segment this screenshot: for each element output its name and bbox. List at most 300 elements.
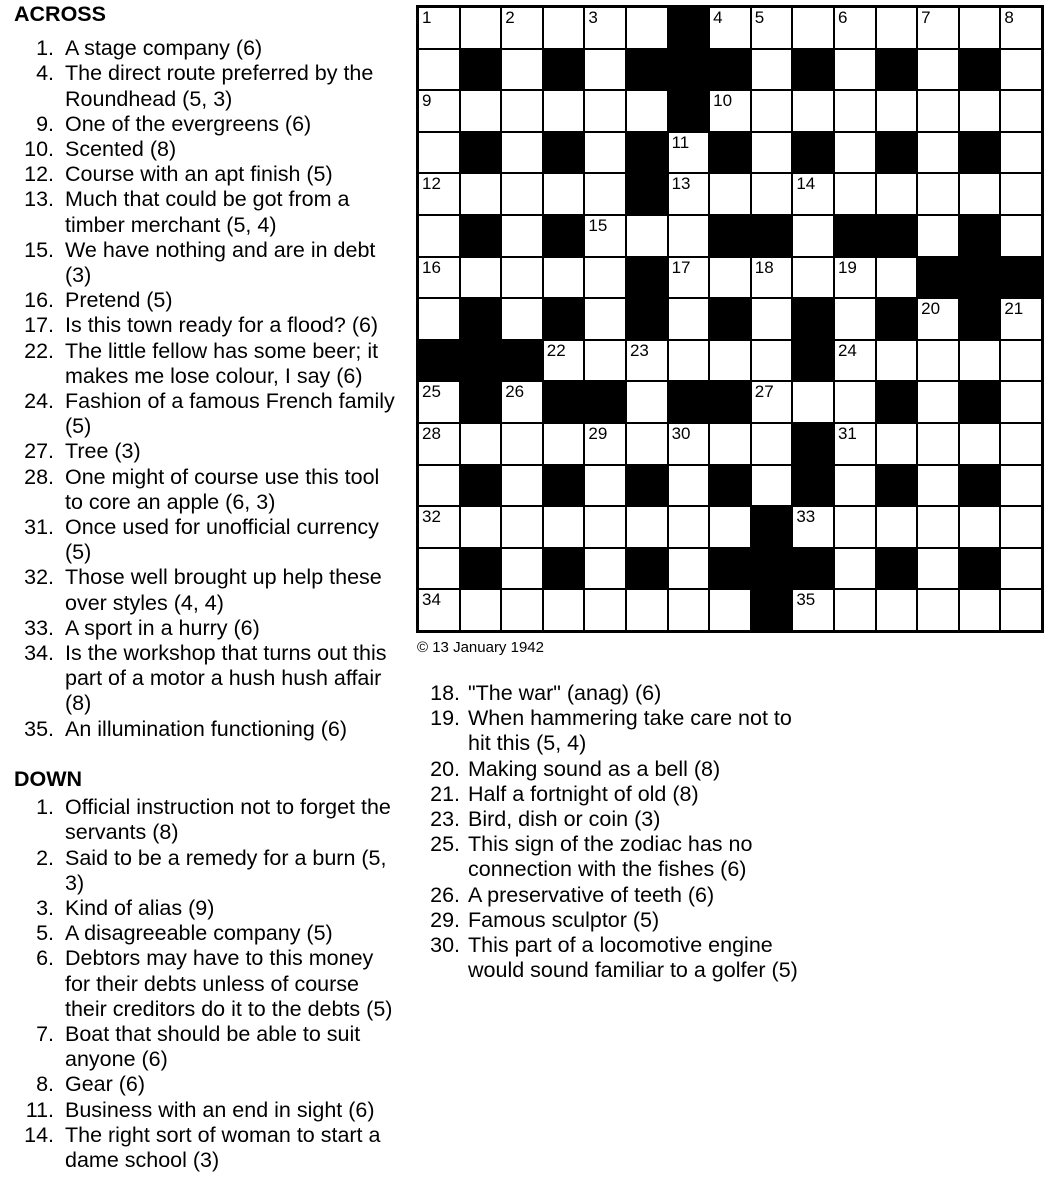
- right-clues-column: [420, 681, 812, 983]
- cell-number: 32: [422, 507, 441, 527]
- grid-cell[interactable]: [751, 298, 793, 340]
- grid-cell-black: [626, 173, 668, 215]
- copyright-note: © 13 January 1942: [417, 639, 544, 656]
- grid-cell[interactable]: [584, 90, 626, 132]
- grid-cell[interactable]: [751, 132, 793, 174]
- clue-text: Boat that should be able to suit anyone (6): [65, 1021, 361, 1072]
- grid-cell[interactable]: [876, 257, 918, 299]
- grid-cell[interactable]: [917, 215, 959, 257]
- grid-cell-black: [751, 589, 793, 631]
- grid-cell-black: [959, 548, 1001, 590]
- grid-cell[interactable]: [626, 90, 668, 132]
- grid-cell-black: [709, 465, 751, 507]
- clue-text: A stage company (6): [65, 36, 263, 61]
- grid-cell[interactable]: [1000, 465, 1042, 507]
- clue-text: One of the evergreens (6): [65, 111, 312, 136]
- grid-cell[interactable]: [584, 548, 626, 590]
- clue-item: [14, 238, 401, 288]
- cell-number: 28: [422, 423, 441, 443]
- clue-text: The direct route preferred by the Roundhead (5, 3): [65, 61, 374, 111]
- grid-cell[interactable]: [543, 90, 585, 132]
- grid-cell-black: [626, 49, 668, 91]
- grid-cell[interactable]: [834, 257, 876, 299]
- grid-cell[interactable]: [626, 7, 668, 49]
- clue-item: [14, 1098, 401, 1123]
- grid-cell[interactable]: [709, 7, 751, 49]
- grid-cell[interactable]: [501, 132, 543, 174]
- grid-cell[interactable]: [917, 548, 959, 590]
- cell-number: 15: [588, 215, 608, 235]
- grid-cell-black: [501, 340, 543, 382]
- grid-cell-black: [543, 381, 585, 423]
- grid-cell[interactable]: [418, 132, 460, 174]
- grid-cell[interactable]: [1000, 423, 1042, 465]
- cell-number: 5: [754, 8, 765, 27]
- clue-number: 30.: [430, 933, 460, 958]
- clue-item: [14, 616, 401, 641]
- grid-cell[interactable]: [792, 257, 834, 299]
- clue-number: 2.: [36, 845, 54, 870]
- cell-number: 11: [671, 132, 690, 152]
- grid-cell[interactable]: [584, 7, 626, 49]
- clue-item: [14, 896, 401, 921]
- grid-cell[interactable]: [792, 7, 834, 49]
- grid-cell[interactable]: [668, 132, 710, 174]
- clue-number: 19.: [430, 706, 460, 731]
- clue-item: [420, 782, 812, 807]
- grid-cell[interactable]: [584, 506, 626, 548]
- clue-text: When hammering take care not to hit this (5, 4): [468, 706, 792, 756]
- grid-cell[interactable]: [501, 589, 543, 631]
- grid-cell[interactable]: [460, 423, 502, 465]
- grid-cell[interactable]: [501, 49, 543, 91]
- grid-cell[interactable]: [876, 340, 918, 382]
- grid-cell[interactable]: [834, 423, 876, 465]
- grid-cell[interactable]: [501, 90, 543, 132]
- grid-cell[interactable]: [418, 7, 460, 49]
- grid-cell[interactable]: [668, 506, 710, 548]
- grid-cell-black: [876, 49, 918, 91]
- grid-cell-black: [543, 465, 585, 507]
- clue-number: 10.: [24, 137, 54, 162]
- grid-cell[interactable]: [418, 589, 460, 631]
- clue-item: [420, 807, 812, 832]
- grid-cell[interactable]: [584, 298, 626, 340]
- grid-cell[interactable]: [668, 423, 710, 465]
- grid-cell[interactable]: [876, 173, 918, 215]
- grid-cell[interactable]: [1000, 506, 1042, 548]
- grid-cell[interactable]: [501, 465, 543, 507]
- grid-cell-black: [751, 548, 793, 590]
- clue-item: [14, 1072, 401, 1097]
- grid-cell[interactable]: [834, 173, 876, 215]
- clue-number: 15.: [24, 237, 54, 262]
- clue-text: Scented (8): [65, 137, 177, 162]
- clue-number: 20.: [430, 756, 460, 781]
- grid-cell-black: [543, 132, 585, 174]
- grid-cell[interactable]: [792, 90, 834, 132]
- grid-cell-black: [709, 548, 751, 590]
- clue-item: [14, 162, 401, 187]
- clue-number: 14.: [24, 1122, 54, 1147]
- clue-number: 17.: [24, 313, 54, 338]
- grid-cell[interactable]: [501, 423, 543, 465]
- clue-text: Gear (6): [65, 1072, 146, 1097]
- grid-cell[interactable]: [959, 7, 1001, 49]
- grid-cell[interactable]: [792, 506, 834, 548]
- clue-item: [14, 641, 401, 717]
- grid-cell[interactable]: [668, 257, 710, 299]
- grid-cell[interactable]: [460, 257, 502, 299]
- grid-cell[interactable]: [917, 90, 959, 132]
- cell-number: 14: [796, 174, 816, 194]
- grid-cell[interactable]: [501, 381, 543, 423]
- grid-cell[interactable]: [543, 423, 585, 465]
- grid-cell[interactable]: [626, 423, 668, 465]
- grid-cell[interactable]: [1000, 49, 1042, 91]
- clue-item: [14, 112, 401, 137]
- grid-cell[interactable]: [876, 506, 918, 548]
- grid-cell[interactable]: [418, 49, 460, 91]
- clue-item: [420, 832, 812, 882]
- cell-number: 4: [713, 8, 723, 27]
- cell-number: 17: [671, 257, 691, 277]
- down-clue-list-right: [420, 681, 812, 983]
- grid-cell[interactable]: [418, 423, 460, 465]
- grid-cell[interactable]: [1000, 132, 1042, 174]
- grid-cell[interactable]: [834, 506, 876, 548]
- grid-cell-black: [959, 49, 1001, 91]
- grid-cell[interactable]: [834, 548, 876, 590]
- grid-cell[interactable]: [584, 340, 626, 382]
- grid-cell[interactable]: [917, 340, 959, 382]
- cell-number: 3: [588, 8, 598, 27]
- cell-number: 22: [546, 340, 566, 360]
- grid-cell[interactable]: [709, 423, 751, 465]
- grid-cell[interactable]: [418, 381, 460, 423]
- clue-text: "The war" (anag) (6): [468, 681, 662, 705]
- grid-cell[interactable]: [709, 173, 751, 215]
- grid-cell[interactable]: [834, 7, 876, 49]
- grid-cell-black: [792, 132, 834, 174]
- grid-cell[interactable]: [584, 423, 626, 465]
- grid-cell[interactable]: [834, 381, 876, 423]
- grid-cell[interactable]: [751, 423, 793, 465]
- grid-cell-black: [668, 49, 710, 91]
- grid-cell[interactable]: [959, 90, 1001, 132]
- clue-text: Course with an apt finish (5): [65, 162, 333, 187]
- grid-cell[interactable]: [876, 589, 918, 631]
- grid-cell[interactable]: [959, 589, 1001, 631]
- grid-cell[interactable]: [460, 7, 502, 49]
- grid-cell[interactable]: [501, 548, 543, 590]
- clue-item: [14, 36, 401, 61]
- clue-item: [14, 1123, 401, 1173]
- grid-cell[interactable]: [1000, 589, 1042, 631]
- grid-cell[interactable]: [709, 90, 751, 132]
- grid-cell[interactable]: [876, 423, 918, 465]
- grid-cell[interactable]: [501, 506, 543, 548]
- clue-item: [14, 795, 401, 845]
- grid-cell[interactable]: [917, 298, 959, 340]
- grid-cell[interactable]: [626, 381, 668, 423]
- grid-cell[interactable]: [751, 340, 793, 382]
- grid-cell[interactable]: [543, 589, 585, 631]
- grid-cell[interactable]: [751, 465, 793, 507]
- grid-cell[interactable]: [917, 7, 959, 49]
- clue-item: [420, 757, 812, 782]
- clue-item: [14, 439, 401, 464]
- clue-item: [420, 706, 812, 756]
- grid-cell[interactable]: [626, 589, 668, 631]
- grid-cell[interactable]: [584, 589, 626, 631]
- clue-number: 32.: [24, 565, 54, 590]
- grid-cell[interactable]: [668, 215, 710, 257]
- grid-cell-black: [876, 298, 918, 340]
- grid-cell-black: [959, 257, 1001, 299]
- grid-cell[interactable]: [959, 173, 1001, 215]
- grid-cell[interactable]: [418, 215, 460, 257]
- grid-cell[interactable]: [418, 506, 460, 548]
- grid-cell-black: [460, 49, 502, 91]
- grid-cell-black: [460, 381, 502, 423]
- grid-cell-black: [709, 215, 751, 257]
- grid-cell[interactable]: [501, 7, 543, 49]
- clue-number: 35.: [24, 716, 54, 741]
- grid-cell[interactable]: [1000, 298, 1042, 340]
- clue-item: [14, 846, 401, 896]
- grid-cell[interactable]: [917, 506, 959, 548]
- grid-cell-black: [959, 381, 1001, 423]
- clue-number: 25.: [430, 832, 460, 857]
- grid-cell[interactable]: [668, 548, 710, 590]
- clue-text: One might of course use this tool to core an apple (6, 3): [65, 464, 380, 514]
- grid-cell[interactable]: [460, 90, 502, 132]
- clue-number: 12.: [24, 162, 54, 187]
- grid-cell[interactable]: [751, 257, 793, 299]
- grid-cell[interactable]: [751, 381, 793, 423]
- clue-text: A disagreeable company (5): [65, 921, 333, 946]
- clue-number: 13.: [24, 187, 54, 212]
- grid-cell[interactable]: [626, 506, 668, 548]
- clue-text: Famous sculptor (5): [468, 907, 660, 932]
- grid-cell[interactable]: [792, 589, 834, 631]
- grid-cell[interactable]: [876, 7, 918, 49]
- grid-cell[interactable]: [668, 173, 710, 215]
- grid-cell[interactable]: [668, 298, 710, 340]
- grid-cell-black: [876, 215, 918, 257]
- grid-cell[interactable]: [792, 173, 834, 215]
- grid-cell[interactable]: [834, 465, 876, 507]
- crossword-grid: [416, 5, 1044, 633]
- grid-cell[interactable]: [834, 132, 876, 174]
- clue-number: 1.: [36, 795, 54, 820]
- cell-number: 33: [796, 507, 816, 527]
- clue-number: 4.: [36, 61, 54, 86]
- cell-number: 27: [754, 382, 774, 402]
- grid-cell-black: [543, 49, 585, 91]
- grid-cell[interactable]: [834, 298, 876, 340]
- clue-item: [420, 908, 812, 933]
- clue-item: [14, 61, 401, 111]
- grid-cell[interactable]: [917, 381, 959, 423]
- grid-cell-black: [584, 381, 626, 423]
- clue-text: Is the workshop that turns out this part of a motor a hush hush affair (8): [65, 641, 387, 716]
- left-clues-column: [14, 2, 401, 1173]
- grid-cell[interactable]: [834, 340, 876, 382]
- grid-cell-black: [876, 381, 918, 423]
- grid-cell[interactable]: [834, 589, 876, 631]
- clue-text: Debtors may have to this money for their debts unless of course their creditors do it to the debts (5): [65, 946, 393, 1021]
- grid-cell[interactable]: [1000, 340, 1042, 382]
- grid-cell[interactable]: [501, 215, 543, 257]
- grid-cell[interactable]: [917, 132, 959, 174]
- grid-cell[interactable]: [917, 465, 959, 507]
- grid-cell[interactable]: [418, 298, 460, 340]
- cell-number: 25: [422, 382, 441, 402]
- grid-cell[interactable]: [460, 589, 502, 631]
- clue-item: [14, 717, 401, 742]
- grid-cell-black: [792, 465, 834, 507]
- grid-cell[interactable]: [1000, 7, 1042, 49]
- grid-cell-black: [668, 7, 710, 49]
- grid-cell[interactable]: [792, 381, 834, 423]
- cell-number: 30: [671, 423, 691, 443]
- grid-cell[interactable]: [460, 506, 502, 548]
- grid-cell[interactable]: [501, 298, 543, 340]
- grid-cell[interactable]: [834, 49, 876, 91]
- grid-cell[interactable]: [584, 215, 626, 257]
- clue-item: [420, 681, 812, 706]
- across-heading: ACROSS: [14, 2, 106, 26]
- grid-cell[interactable]: [418, 548, 460, 590]
- clue-text: This part of a locomotive engine would sound familiar to a golfer (5): [468, 933, 798, 983]
- grid-cell[interactable]: [543, 506, 585, 548]
- grid-cell-black: [460, 132, 502, 174]
- grid-cell[interactable]: [751, 7, 793, 49]
- grid-cell-black: [668, 90, 710, 132]
- grid-cell[interactable]: [751, 49, 793, 91]
- cell-number: 7: [921, 8, 931, 27]
- grid-cell-black: [876, 548, 918, 590]
- grid-cell[interactable]: [626, 215, 668, 257]
- grid-cell[interactable]: [584, 257, 626, 299]
- grid-cell[interactable]: [709, 506, 751, 548]
- grid-cell[interactable]: [626, 340, 668, 382]
- clue-number: 29.: [430, 907, 460, 932]
- grid-cell[interactable]: [584, 49, 626, 91]
- grid-cell[interactable]: [501, 257, 543, 299]
- grid-cell[interactable]: [418, 257, 460, 299]
- cell-number: 10: [713, 91, 733, 111]
- clue-number: 21.: [430, 781, 460, 806]
- grid-cell-black: [917, 257, 959, 299]
- grid-cell[interactable]: [917, 423, 959, 465]
- grid-cell[interactable]: [792, 215, 834, 257]
- grid-cell[interactable]: [418, 173, 460, 215]
- cell-number: 24: [837, 340, 857, 360]
- grid-cell-black: [876, 132, 918, 174]
- grid-cell[interactable]: [1000, 381, 1042, 423]
- grid-cell[interactable]: [917, 589, 959, 631]
- grid-cell-black: [543, 548, 585, 590]
- clue-number: 24.: [24, 389, 54, 414]
- clue-item: [14, 946, 401, 1022]
- clue-item: [14, 313, 401, 338]
- grid-cell-black: [543, 215, 585, 257]
- grid-cell[interactable]: [751, 90, 793, 132]
- clue-text: Kind of alias (9): [65, 895, 215, 920]
- clue-number: 18.: [430, 681, 460, 705]
- grid-cell-black: [460, 548, 502, 590]
- clue-text: A sport in a hurry (6): [65, 615, 260, 640]
- grid-cell[interactable]: [584, 465, 626, 507]
- grid-cell[interactable]: [501, 173, 543, 215]
- grid-cell[interactable]: [584, 173, 626, 215]
- clue-number: 7.: [36, 1021, 54, 1046]
- clue-number: 11.: [25, 1097, 54, 1122]
- cell-number: 13: [671, 174, 691, 194]
- clue-item: [14, 465, 401, 515]
- grid-cell-black: [626, 465, 668, 507]
- clue-item: [14, 288, 401, 313]
- grid-cell[interactable]: [543, 257, 585, 299]
- grid-cell[interactable]: [834, 90, 876, 132]
- grid-cell[interactable]: [1000, 215, 1042, 257]
- grid-cell[interactable]: [709, 589, 751, 631]
- cell-number: 23: [629, 340, 649, 360]
- grid-cell[interactable]: [668, 465, 710, 507]
- grid-cell[interactable]: [751, 173, 793, 215]
- grid-cell[interactable]: [668, 589, 710, 631]
- grid-cell[interactable]: [959, 340, 1001, 382]
- grid-cell[interactable]: [543, 7, 585, 49]
- grid-cell[interactable]: [1000, 173, 1042, 215]
- grid-cell[interactable]: [460, 173, 502, 215]
- grid-cell-black: [959, 465, 1001, 507]
- grid-cell-black: [668, 381, 710, 423]
- grid-cell[interactable]: [709, 257, 751, 299]
- grid-cell[interactable]: [709, 340, 751, 382]
- grid-cell[interactable]: [668, 340, 710, 382]
- clue-number: 28.: [24, 464, 54, 489]
- grid-cell[interactable]: [876, 90, 918, 132]
- grid-cell-black: [709, 132, 751, 174]
- across-clue-list: [14, 36, 401, 742]
- grid-cell-black: [1000, 257, 1042, 299]
- grid-cell[interactable]: [584, 132, 626, 174]
- clue-number: 3.: [36, 895, 54, 920]
- grid-cell[interactable]: [418, 90, 460, 132]
- cell-number: 18: [754, 257, 774, 277]
- grid-cell-black: [709, 49, 751, 91]
- grid-cell[interactable]: [543, 173, 585, 215]
- grid-cell[interactable]: [959, 506, 1001, 548]
- grid-cell[interactable]: [917, 49, 959, 91]
- grid-cell[interactable]: [959, 423, 1001, 465]
- grid-cell-black: [792, 298, 834, 340]
- grid-cell-black: [959, 298, 1001, 340]
- cell-number: 19: [837, 257, 857, 277]
- grid-cell[interactable]: [1000, 90, 1042, 132]
- clue-text: The right sort of woman to start a dame school (3): [65, 1122, 381, 1172]
- grid-cell[interactable]: [917, 173, 959, 215]
- grid-cell[interactable]: [418, 465, 460, 507]
- grid-cell[interactable]: [1000, 548, 1042, 590]
- grid-cell-black: [792, 49, 834, 91]
- clue-text: Is this town ready for a flood? (6): [65, 313, 379, 338]
- grid-cell[interactable]: [543, 340, 585, 382]
